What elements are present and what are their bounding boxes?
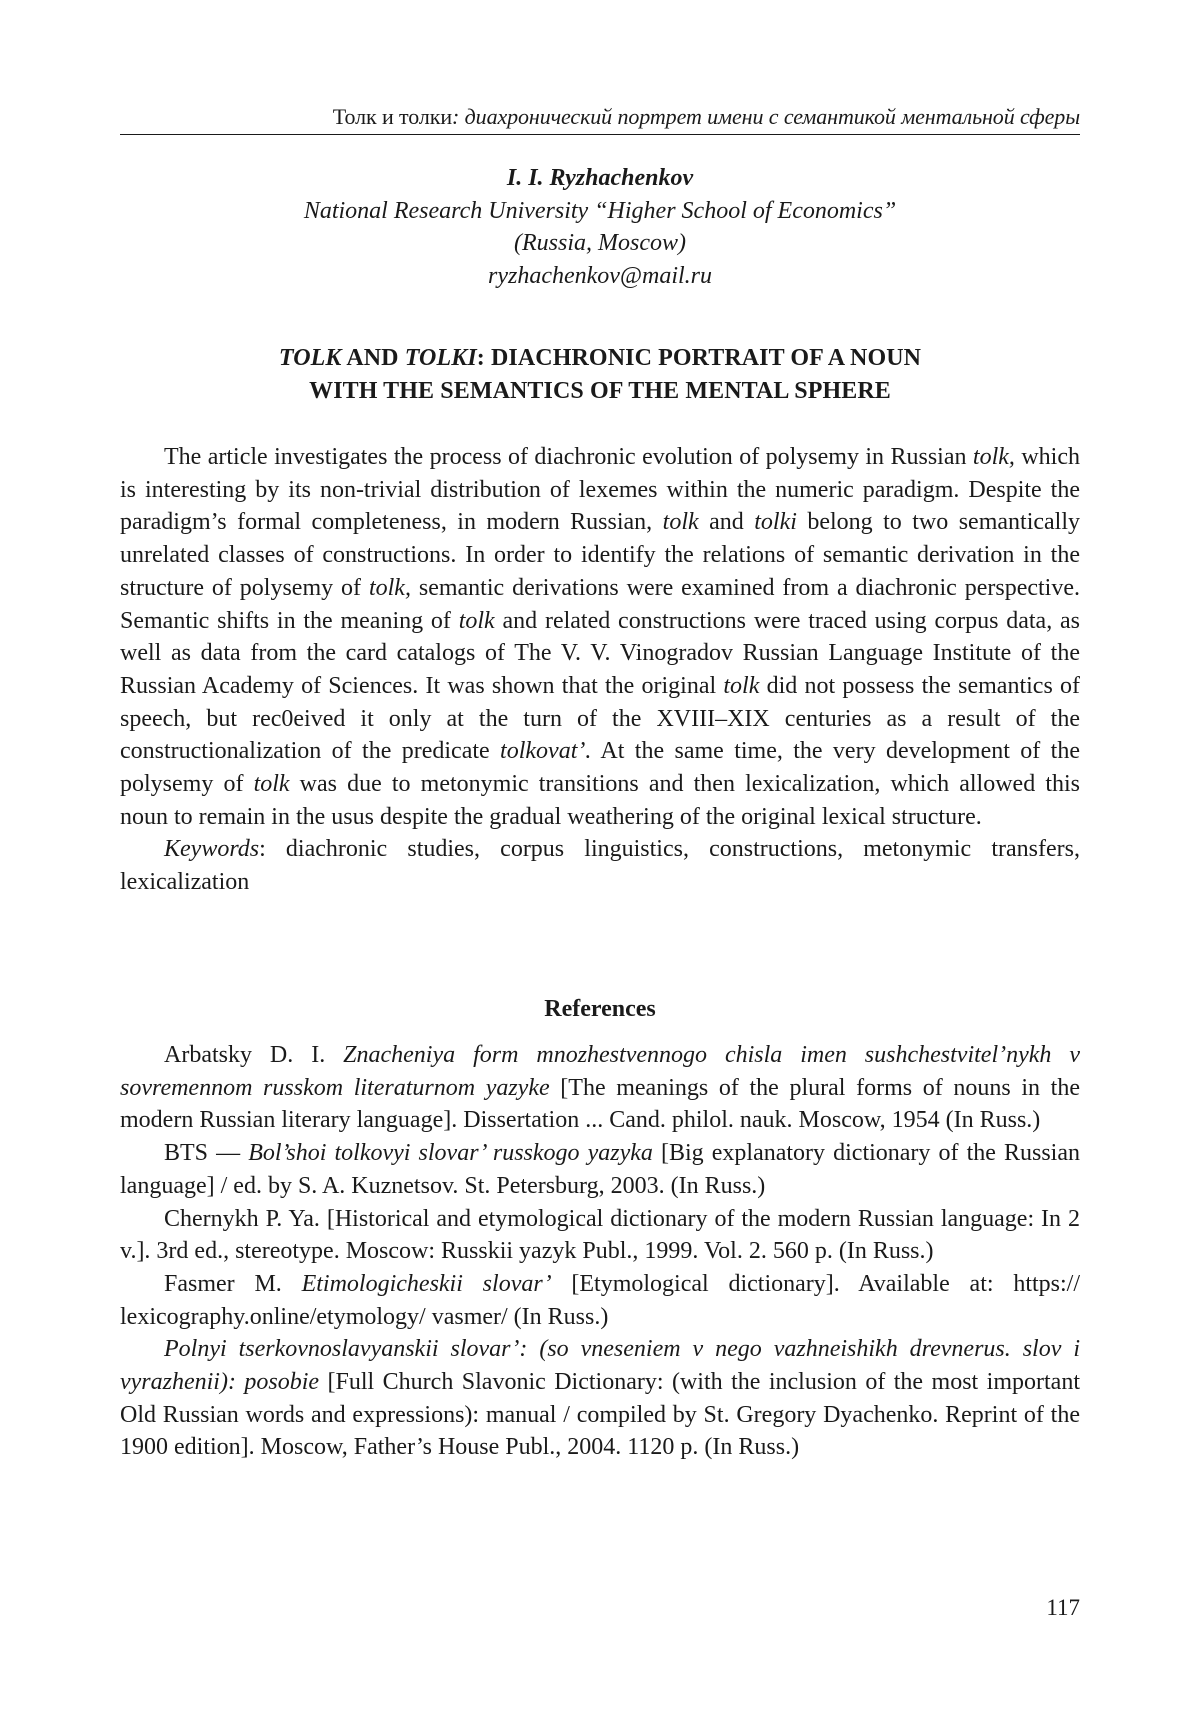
running-head-italic: : диахронический портрет имени с семантикой ментальной сферы bbox=[452, 104, 1080, 129]
abstract-text: did not possess the semantics of speech, but rec0eived it only at the turn of the XVIII–XIX centuries as a result of the constructionalization of the predicate bbox=[120, 672, 1080, 765]
abstract-term: tolki bbox=[754, 509, 797, 536]
reference-details: [The meanings of the plural forms of nouns in the modern Russian literary language]. Dissertation ... Cand. philol. nauk. Moscow, 1954 (In Russ.) bbox=[120, 1074, 1080, 1134]
abstract-text: belong to two semantically unrelated classes of constructions. In order to identify the relations of semantic derivation in the structure of polysemy of bbox=[120, 509, 1081, 601]
abstract-text: which is interesting by its non-trivial distribution of lexemes within the numeric paradigm. Despite the paradigm’s formal completeness, in modern Russian, bbox=[120, 444, 1080, 536]
article-title bbox=[120, 342, 1080, 407]
abstract-text: and bbox=[698, 509, 755, 536]
reference-item bbox=[120, 1333, 1080, 1464]
reference-details: [Etymological dictionary]. Available at: https:// lexicography.online/etymology/ vasmer/ (In Russ.) bbox=[120, 1270, 1080, 1330]
title-line-1-rest: : DIACHRONIC PORTRAIT OF A NOUN bbox=[476, 345, 922, 371]
title-term-tolk: TOLK bbox=[278, 345, 342, 371]
keywords-text: : diachronic studies, corpus linguistics, constructions, metonymic transfers, lexicalization bbox=[120, 836, 1080, 896]
title-line-2: WITH THE SEMANTICS OF THE MENTAL SPHERE bbox=[309, 377, 891, 404]
reference-author: Arbatsky D. I. bbox=[164, 1042, 344, 1068]
abstract bbox=[120, 441, 1080, 899]
reference-title: Znacheniya form mnozhestvennogo chisla imen sushchestvitel’nykh v sovremennom russkom literaturnom yazyke bbox=[120, 1042, 1081, 1101]
running-head-prefix: Толк и толки bbox=[332, 104, 453, 129]
abstract-paragraph bbox=[120, 441, 1080, 833]
title-term-tolki: TOLKI bbox=[404, 345, 477, 371]
reference-author: BTS — bbox=[164, 1140, 249, 1167]
references-list bbox=[120, 1039, 1080, 1464]
reference-details: Chernykh P. Ya. [Historical and etymological dictionary of the modern Russian language: In 2 v.]. 3rd ed., stereotype. Moscow: Russkii yazyk Publ., 1999. Vol. 2. 560 p. (In Russ.) bbox=[120, 1205, 1080, 1265]
abstract-text: The article investigates the process of diachronic evolution of polysemy in Russian bbox=[164, 444, 973, 470]
title-line-1 bbox=[120, 342, 1080, 375]
reference-item bbox=[120, 1268, 1080, 1333]
abstract-text: was due to metonymic transitions and then lexicalization, which allowed this noun to remain in the usus despite the gradual weathering of the original lexical structure. bbox=[120, 771, 1080, 830]
keywords-label: Keywords bbox=[164, 836, 260, 863]
reference-item bbox=[120, 1039, 1080, 1137]
author-name: I. I. Ryzhachenkov bbox=[506, 165, 694, 191]
page-number: 117 bbox=[1046, 1595, 1080, 1620]
author-location: (Russia, Moscow) bbox=[514, 230, 686, 256]
reference-author: Fasmer M. bbox=[164, 1270, 302, 1297]
reference-title: Polnyi tserkovnoslavyanskii slovar’: (so vneseniem v nego vazhneishikh drevnerus. slov i vyrazhenii): posobie bbox=[120, 1336, 1080, 1396]
abstract-term: tolk bbox=[253, 771, 290, 798]
title-and: AND bbox=[341, 345, 405, 371]
abstract-term: tolk bbox=[723, 672, 760, 699]
abstract-text: At the same time, the very development of the polysemy of bbox=[120, 738, 1080, 798]
reference-item bbox=[120, 1137, 1080, 1202]
author-email: ryzhachenkov@mail.ru bbox=[487, 262, 713, 289]
reference-title: Bol’shoi tolkovyi slovar’ russkogo yazyka bbox=[248, 1140, 653, 1167]
running-head bbox=[333, 104, 1080, 130]
abstract-term: tolk bbox=[458, 607, 495, 634]
header-rule bbox=[120, 134, 1080, 135]
keywords-paragraph bbox=[120, 833, 1080, 898]
abstract-term: tolk bbox=[662, 509, 699, 536]
abstract-term: tolkovat’. bbox=[500, 738, 592, 765]
abstract-text: and related constructions were traced using corpus data, as well as data from the card catalogs of The V. V. Vinogradov Russian Language Institute of the Russian Academy of Sciences. It was shown that the original bbox=[120, 607, 1081, 699]
references-heading: References bbox=[544, 996, 656, 1022]
reference-details: [Full Church Slavonic Dictionary: (with the inclusion of the most important Old Russian words and expressions): manual / compiled by St. Gregory Dyachenko. Reprint of the 1900 edition]. Moscow, Father’s House Publ., 2004. 1120 p. (In Russ.) bbox=[120, 1369, 1080, 1461]
reference-title: Etimologicheskii slovar’ bbox=[301, 1270, 552, 1297]
abstract-text: semantic derivations were examined from a diachronic perspective. Semantic shifts in the meaning of bbox=[120, 574, 1081, 634]
abstract-term: tolk, bbox=[972, 444, 1015, 470]
reference-item bbox=[120, 1203, 1080, 1268]
author-block bbox=[120, 162, 1080, 292]
reference-details: [Big explanatory dictionary of the Russian language] / ed. by S. A. Kuznetsov. St. Petersburg, 2003. (In Russ.) bbox=[120, 1140, 1081, 1199]
author-affiliation: National Research University “Higher School of Economics” bbox=[303, 197, 897, 224]
abstract-term: tolk, bbox=[368, 574, 411, 601]
